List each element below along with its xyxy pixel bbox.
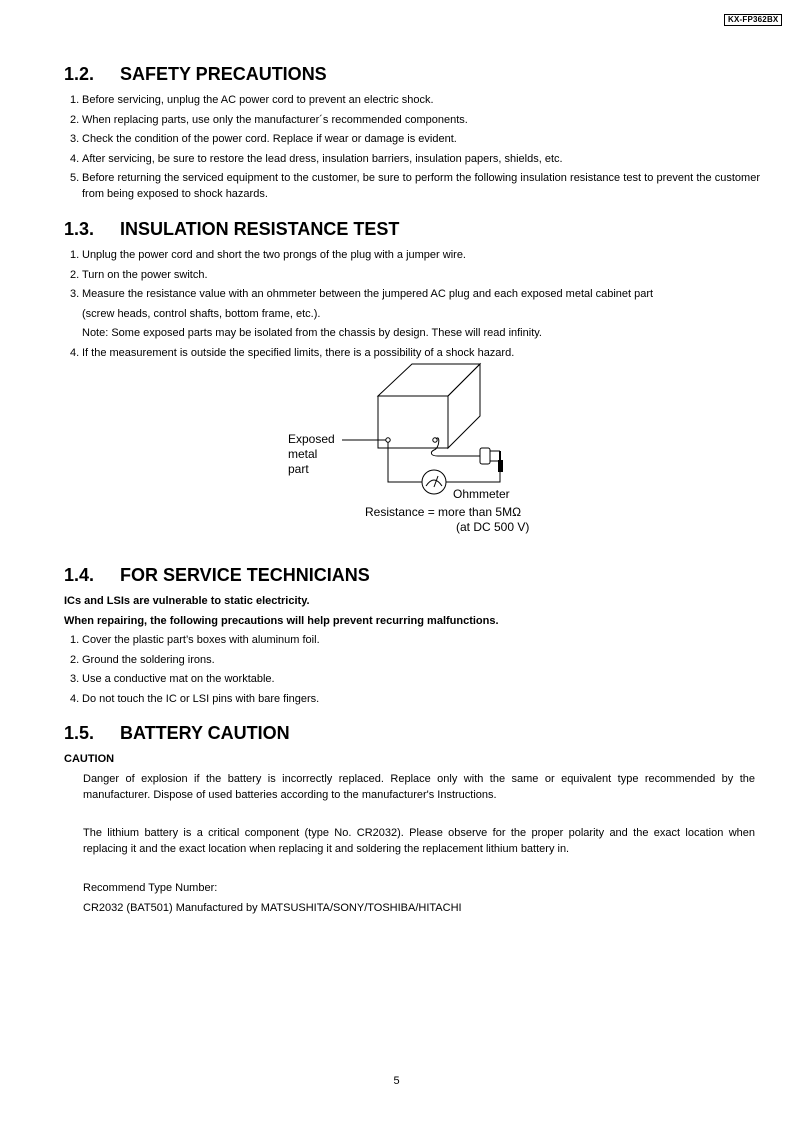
model-number-tag: KX-FP362BX bbox=[724, 14, 782, 26]
safety-list bbox=[70, 92, 760, 206]
item-number: 2. bbox=[70, 268, 80, 281]
item-number: 4. bbox=[70, 692, 80, 705]
item-text: Unplug the power cord and short the two prongs of the plug with a jumper wire. bbox=[82, 249, 466, 261]
item-text: Turn on the power switch. bbox=[82, 268, 208, 281]
section-heading-technicians bbox=[64, 565, 370, 585]
section-title: BATTERY CAUTION bbox=[120, 723, 290, 743]
item-number: 5. bbox=[70, 172, 80, 185]
label-exposed-1: Exposed bbox=[288, 432, 335, 446]
recommend-value: CR2032 (BAT501) Manufactured by MATSUSHITA/SONY/TOSHIBA/HITACHI bbox=[83, 902, 462, 914]
technicians-list bbox=[70, 632, 760, 710]
test-lead-right bbox=[446, 461, 500, 482]
item-text: Cover the plastic part’s boxes with aluminum foil. bbox=[82, 634, 320, 646]
list-item bbox=[70, 267, 760, 283]
item-number: 1. bbox=[70, 634, 80, 646]
battery-paragraph-2: The lithium battery is a critical component (type No. CR2032). Please observe for the proper polarity and the exact location when replacing it and the exact location when replacing it and soldering the replacement lithium battery in. bbox=[83, 827, 755, 855]
section-title: SAFETY PRECAUTIONS bbox=[120, 64, 327, 84]
item-number: 1. bbox=[70, 249, 80, 261]
section-number: 1.3. bbox=[64, 219, 95, 239]
item-number: 2. bbox=[70, 653, 80, 666]
list-item bbox=[70, 170, 760, 202]
plug-prong bbox=[498, 460, 503, 472]
list-item bbox=[70, 151, 760, 167]
label-ohmmeter: Ohmmeter bbox=[453, 487, 510, 501]
insulation-list bbox=[70, 247, 760, 365]
label-dc: (at DC 500 V) bbox=[456, 520, 530, 534]
item-number: 4. bbox=[70, 346, 80, 359]
section-number: 1.5. bbox=[64, 723, 95, 743]
item-number: 1. bbox=[70, 94, 80, 106]
item-text: When replacing parts, use only the manufacturer´s recommended components. bbox=[82, 113, 468, 126]
page-number: 5 bbox=[393, 1075, 400, 1087]
item-number: 2. bbox=[70, 113, 80, 126]
recommend-label: Recommend Type Number: bbox=[83, 882, 218, 894]
item-text: (screw heads, control shafts, bottom frame, etc.). bbox=[82, 307, 321, 320]
item-text: Before servicing, unplug the AC power cord to prevent an electric shock. bbox=[82, 94, 434, 106]
label-exposed-2: metal bbox=[288, 447, 318, 461]
section-title: INSULATION RESISTANCE TEST bbox=[120, 219, 400, 239]
item-text: If the measurement is outside the specified limits, there is a possibility of a shock hazard. bbox=[82, 346, 515, 359]
technicians-intro-2: When repairing, the following precautions will help prevent recurring malfunctions. bbox=[64, 615, 499, 627]
item-number: 3. bbox=[70, 288, 80, 301]
label-resistance: Resistance = more than 5MΩ bbox=[365, 505, 522, 519]
list-item bbox=[70, 112, 760, 128]
item-text: Ground the soldering irons. bbox=[82, 653, 215, 666]
battery-paragraph-1: Danger of explosion if the battery is incorrectly replaced. Replace only with the same or equivalent type recommended by the manufacturer. Dispose of used batteries according to the manufacturer's Instructions. bbox=[83, 773, 755, 801]
list-item bbox=[70, 671, 760, 687]
item-number: 3. bbox=[70, 133, 80, 146]
item-text: Check the condition of the power cord. Replace if wear or damage is evident. bbox=[82, 133, 457, 146]
section-number: 1.4. bbox=[64, 565, 95, 585]
ac-plug bbox=[480, 448, 490, 464]
item-number: 3. bbox=[70, 673, 80, 686]
section-heading-safety bbox=[64, 64, 327, 84]
insulation-test-diagram bbox=[330, 360, 530, 500]
section-heading-insulation bbox=[64, 219, 399, 239]
item-text: Measure the resistance value with an ohmmeter between the jumpered AC plug and each exposed metal cabinet part bbox=[82, 288, 654, 301]
list-item bbox=[70, 691, 760, 707]
list-item bbox=[70, 632, 760, 648]
list-item bbox=[70, 131, 760, 147]
item-text: Before returning the serviced equipment to the customer, be sure to perform the following insulation resistance test to prevent the customer from being exposed to shock hazards. bbox=[82, 172, 760, 201]
exposed-terminal bbox=[386, 438, 390, 442]
label-exposed-3: part bbox=[288, 462, 309, 476]
list-item bbox=[70, 345, 760, 361]
item-text: Use a conductive mat on the worktable. bbox=[82, 673, 275, 686]
list-item bbox=[70, 286, 760, 302]
caution-label: CAUTION bbox=[64, 753, 115, 765]
technicians-intro-1: ICs and LSIs are vulnerable to static electricity. bbox=[64, 595, 310, 607]
cabinet-side bbox=[448, 364, 480, 448]
list-item bbox=[70, 652, 760, 668]
item-text: Do not touch the IC or LSI pins with bare fingers. bbox=[82, 692, 320, 705]
ohmmeter-icon bbox=[422, 470, 446, 494]
item-number: 4. bbox=[70, 152, 80, 165]
section-heading-battery bbox=[64, 723, 290, 743]
item-text: Note: Some exposed parts may be isolated from the chassis by design. These will read infinity. bbox=[82, 327, 542, 340]
item-text: After servicing, be sure to restore the lead dress, insulation barriers, insulation papers, shields, etc. bbox=[82, 152, 563, 165]
list-item-note bbox=[70, 325, 760, 341]
section-number: 1.2. bbox=[64, 64, 95, 84]
list-item-continuation bbox=[70, 306, 760, 322]
list-item bbox=[70, 247, 760, 263]
section-title: FOR SERVICE TECHNICIANS bbox=[120, 565, 370, 585]
list-item bbox=[70, 92, 760, 108]
